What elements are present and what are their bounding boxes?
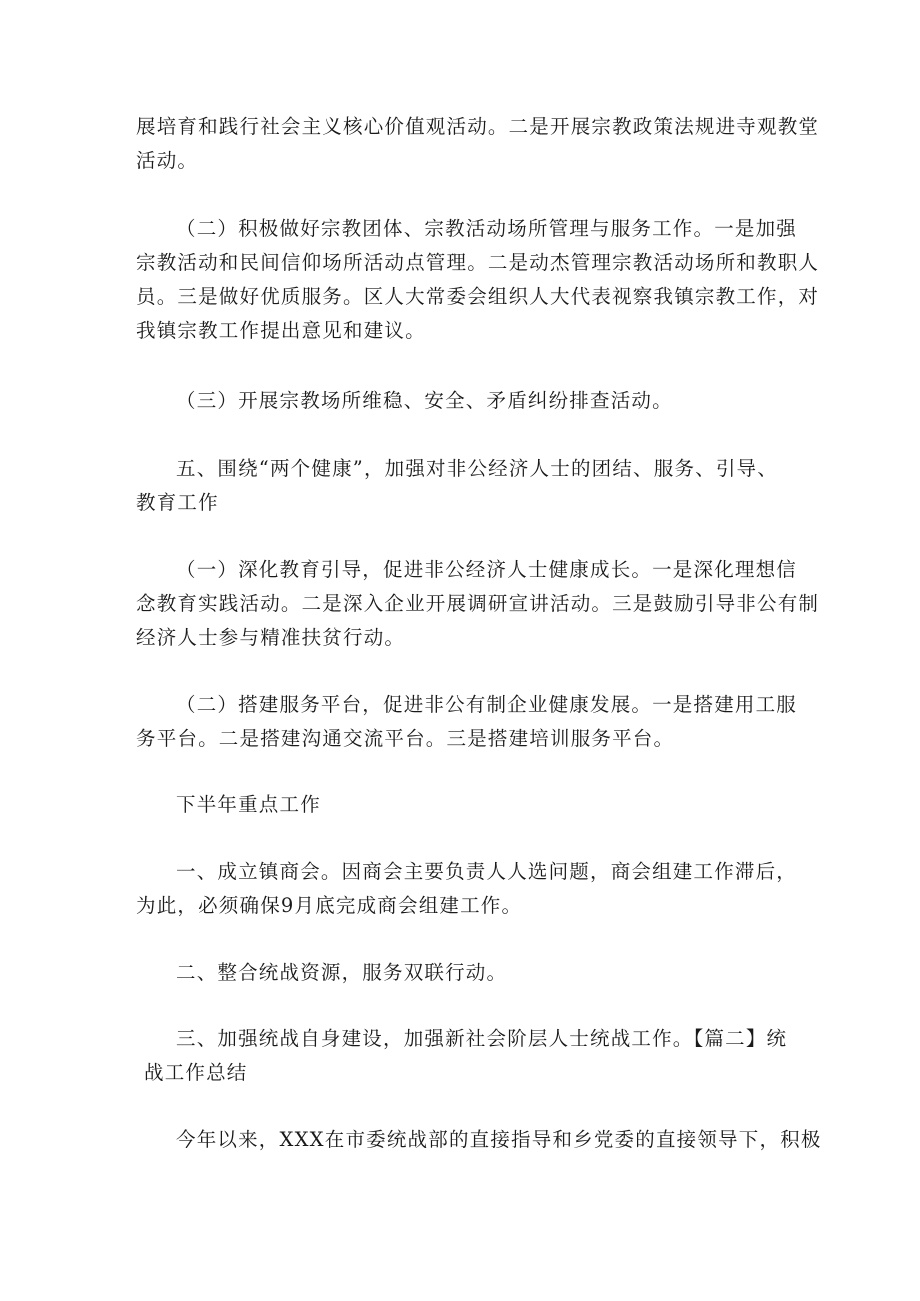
text-line: 经济人士参与精准扶贫行动。 (136, 626, 406, 649)
paragraph-education-guidance (136, 553, 820, 655)
text-line: 五、围绕“两个健康”，加强对非公经济人士的团结、服务、引导、 (176, 457, 778, 480)
text-line: （一）深化教育引导，促进非公经济人士健康成长。一是深化理想信 (176, 558, 798, 581)
text-line: 三、加强统战自身建设，加强新社会阶层人士统战工作。【篇二】统 (176, 1027, 788, 1050)
section-heading-five (136, 452, 786, 520)
text-line: 二、整合统战资源，服务双联行动。 (176, 961, 508, 984)
text-line: （二）积极做好宗教团体、宗教活动场所管理与服务工作。一是加强 (176, 217, 798, 240)
text-line: 我镇宗教工作提出意见和建议。 (136, 319, 426, 342)
text-line: 下半年重点工作 (176, 793, 321, 816)
section-heading-second-half (136, 788, 786, 822)
paragraph-self-building (136, 1022, 786, 1090)
text-line: 员。三是做好优质服务。区人大常委会组织人大代表视察我镇宗教工作，对 (136, 285, 820, 308)
text-line: 教育工作 (136, 491, 219, 514)
text-line: 战工作总结 (144, 1061, 248, 1084)
paragraph-this-year (136, 1123, 822, 1157)
text-line: 念教育实践活动。二是深入企业开展调研宣讲活动。三是鼓励引导非公有制 (136, 592, 820, 615)
paragraph-religious-venues (136, 212, 820, 348)
text-line: 一、成立镇商会。因商会主要负责人人选问题，商会组建工作滞后， (176, 860, 798, 883)
text-line: 活动。 (136, 149, 199, 172)
paragraph-safety-check (136, 384, 786, 418)
paragraph-chamber-of-commerce (136, 855, 798, 923)
text-line: 今年以来，XXX在市委统战部的直接指导和乡党委的直接领导下，积极 (176, 1128, 822, 1151)
paragraph-service-platform (136, 688, 798, 756)
paragraph-resource-integration (136, 956, 786, 990)
text-line: （二）搭建服务平台，促进非公有制企业健康发展。一是搭建用工服 (176, 693, 798, 716)
text-line: 宗教活动和民间信仰场所活动点管理。二是动杰管理宗教活动场所和教职人 (136, 251, 820, 274)
text-line: （三）开展宗教场所维稳、安全、矛盾纠纷排查活动。 (176, 389, 673, 412)
text-line: 务平台。二是搭建沟通交流平台。三是搭建培训服务平台。 (136, 727, 675, 750)
text-line: 为此，必须确保9月底完成商会组建工作。 (136, 894, 523, 917)
text-line: 展培育和践行社会主义核心价值观活动。二是开展宗教政策法规进寺观教堂 (136, 115, 820, 138)
paragraph-continuation (136, 110, 820, 178)
